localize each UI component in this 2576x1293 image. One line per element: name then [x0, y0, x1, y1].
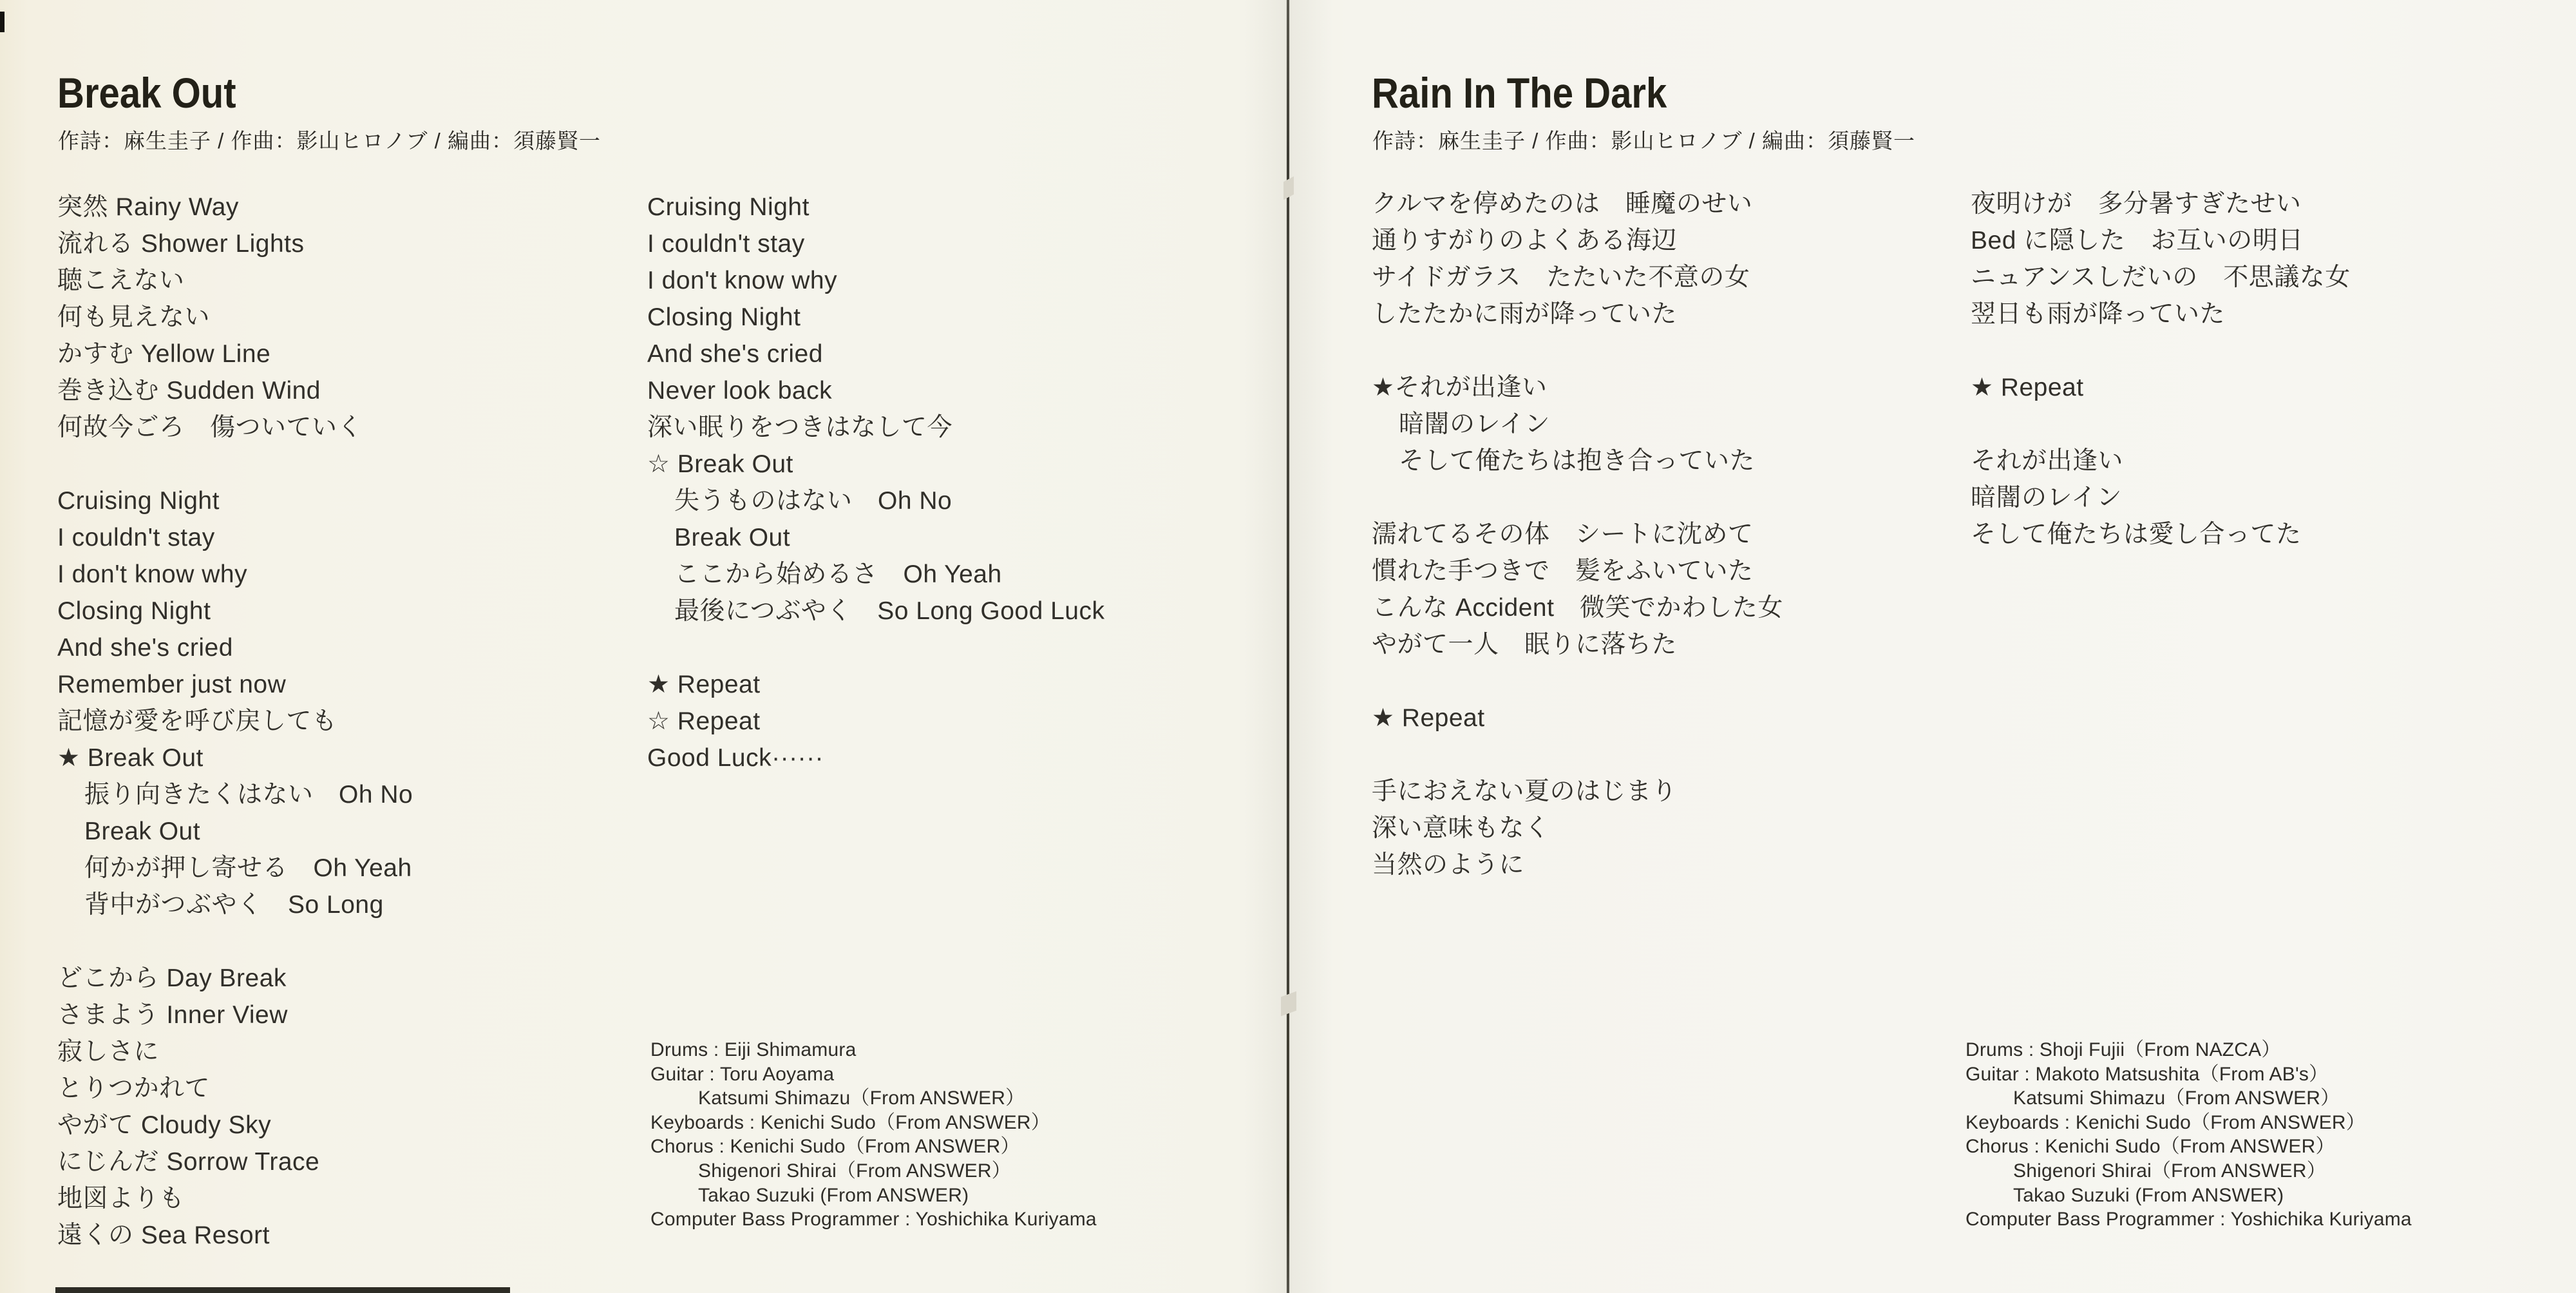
lyric-line: ☆ Repeat: [647, 707, 761, 735]
stanza: [1372, 773, 1783, 883]
lyric-line: ★それが出逢い: [1372, 374, 1548, 401]
lyric-line: やがて一人 眠りに落ちた: [1372, 631, 1678, 658]
lyric-line: Never look back: [647, 377, 833, 405]
lyric-line: Closing Night: [57, 597, 211, 625]
lyrics-column-1: [1372, 186, 1783, 883]
lyric-line: Closing Night: [647, 303, 801, 331]
lyric-line: やがて Cloudy Sky: [57, 1111, 272, 1139]
lyric-line: ★ Repeat: [1372, 704, 1485, 732]
stanza: [647, 189, 1104, 629]
lyric-line: 濡れてるその体 シートに沈めて: [1372, 521, 1754, 548]
lyric-line: 聴こえない: [57, 267, 185, 294]
song-byline: 作詩：麻生圭子 / 作曲：影山ヒロノブ / 編曲：須藤賢一: [1372, 129, 1916, 153]
lyric-line: ニュアンスしだいの 不思議な女: [1971, 263, 2351, 291]
stanza: [1372, 516, 1783, 663]
lyric-line: それが出逢い: [1971, 447, 2124, 475]
lyric-line: どこから Day Break: [57, 964, 287, 992]
stanza: [57, 960, 413, 1254]
lyric-line: クルマを停めたのは 睡魔のせい: [1372, 190, 1753, 218]
lyric-line: 暗闇のレイン: [1399, 410, 1551, 438]
lyric-line: 寂しさに: [57, 1038, 160, 1066]
credit-line: Keyboards : Kenichi Sudo（From ANSWER）: [1965, 1111, 2365, 1133]
lyric-line: そして俺たちは愛し合ってた: [1971, 521, 2302, 548]
stanza: [57, 189, 413, 446]
scan-edge-strip: [55, 1287, 510, 1293]
stanza: [1971, 369, 2351, 406]
credit-line: Computer Bass Programmer : Yoshichika Kuriyama: [650, 1209, 1097, 1231]
lyric-line: 巻き込む Sudden Wind: [57, 377, 321, 405]
credit-line: Guitar : Toru Aoyama: [650, 1063, 835, 1085]
lyric-line: And she's cried: [57, 634, 233, 662]
musicians-credits: [650, 1038, 1097, 1232]
stanza: [57, 483, 413, 923]
lyric-line: 慣れた手つきで 髪をふいていた: [1372, 557, 1754, 585]
song-title-break-out: Break Out: [57, 69, 236, 117]
lyric-line: とりつかれて: [57, 1075, 211, 1102]
lyric-line: 突然 Rainy Way: [57, 193, 239, 221]
credit-line: Drums : Eiji Shimamura: [650, 1039, 857, 1060]
lyric-line: 翌日も雨が降っていた: [1971, 300, 2226, 328]
lyric-line: I couldn't stay: [647, 230, 805, 258]
lyric-line: 何も見えない: [57, 303, 211, 331]
credit-line: Computer Bass Programmer : Yoshichika Kuriyama: [1965, 1209, 2412, 1231]
lyric-line: そして俺たちは抱き合っていた: [1399, 447, 1756, 475]
lyric-line: サイドガラス たたいた不意の女: [1372, 263, 1750, 291]
lyric-line: 流れる Shower Lights: [57, 230, 305, 258]
lyric-line: さまよう Inner View: [57, 1001, 288, 1029]
credit-line: Shigenori Shirai（From ANSWER）: [2013, 1160, 2326, 1182]
lyric-line: こんな Accident 微笑でかわした女: [1372, 594, 1783, 622]
credit-line: Takao Suzuki (From ANSWER): [698, 1184, 969, 1206]
lyrics-column-1: [57, 189, 413, 1254]
lyric-line: 何かが押し寄せる Oh Yeah: [84, 854, 412, 882]
lyric-line: I don't know why: [647, 267, 838, 294]
credit-line: Shigenori Shirai（From ANSWER）: [698, 1160, 1011, 1182]
credit-line: Takao Suzuki (From ANSWER): [2013, 1184, 2284, 1206]
musicians-credits: [1965, 1038, 2412, 1232]
credit-line: Drums : Shoji Fujii（From NAZCA）: [1965, 1039, 2281, 1060]
song-title-rain-in-the-dark: Rain In The Dark: [1372, 69, 1667, 117]
lyric-line: 通りすがりのよくある海辺: [1372, 227, 1678, 254]
lyrics-column-2: [1971, 186, 2351, 553]
stanza: [1372, 369, 1783, 479]
lyric-line: Bed に隠した お互いの明日: [1971, 227, 2304, 254]
credit-line: Guitar : Makoto Matsushita（From AB's）: [1965, 1063, 2329, 1085]
lyric-line: Break Out: [674, 524, 791, 551]
stanza: [1971, 443, 2351, 553]
lyric-line: I don't know why: [57, 560, 248, 588]
lyric-line: 遠くの Sea Resort: [57, 1221, 270, 1249]
lyric-line: ★ Repeat: [1971, 374, 2084, 401]
song-byline: 作詩：麻生圭子 / 作曲：影山ヒロノブ / 編曲：須藤賢一: [58, 129, 601, 153]
stanza: [1372, 700, 1783, 736]
credit-line: Katsumi Shimazu（From ANSWER）: [2013, 1087, 2340, 1109]
lyric-line: ★ Repeat: [647, 671, 761, 698]
lyric-line: Cruising Night: [647, 193, 810, 221]
lyric-line: ☆ Break Out: [647, 450, 793, 478]
lyric-line: 夜明けが 多分暑すぎたせい: [1971, 190, 2302, 218]
stanza: [1372, 186, 1783, 332]
scan-edge-mark: [0, 12, 5, 32]
lyric-line: I couldn't stay: [57, 524, 215, 551]
lyric-line: 深い意味もなく: [1372, 814, 1550, 842]
lyric-line: 地図よりも: [57, 1185, 185, 1212]
lyrics-column-2: [647, 189, 1104, 776]
lyric-line: Good Luck······: [647, 744, 824, 772]
lyric-line: 手におえない夏のはじまり: [1372, 778, 1678, 805]
lyric-line: にじんだ Sorrow Trace: [57, 1148, 320, 1176]
lyric-line: 深い眠りをつきはなして今: [647, 414, 953, 441]
stanza: [647, 666, 1104, 776]
lyric-line: 記憶が愛を呼び戻しても: [57, 707, 337, 735]
lyric-line: 何故今ごろ 傷ついていく: [57, 414, 363, 441]
lyric-line: Break Out: [84, 818, 201, 845]
lyric-line: 背中がつぶやく So Long: [84, 891, 384, 919]
lyric-line: Cruising Night: [57, 487, 220, 515]
lyric-line: ここから始めるさ Oh Yeah: [674, 560, 1002, 588]
lyric-line: 失うものはない Oh No: [674, 487, 952, 515]
lyric-line: ★ Break Out: [57, 744, 204, 772]
credit-line: Chorus : Kenichi Sudo（From ANSWER）: [650, 1136, 1020, 1158]
stanza: [1971, 186, 2351, 332]
lyric-line: 当然のように: [1372, 851, 1525, 879]
lyric-line: したたかに雨が降っていた: [1372, 300, 1678, 328]
lyric-line: 暗闇のレイン: [1971, 484, 2123, 512]
credit-line: Chorus : Kenichi Sudo（From ANSWER）: [1965, 1136, 2335, 1158]
lyric-line: And she's cried: [647, 340, 823, 368]
lyric-line: Remember just now: [57, 671, 287, 698]
lyric-line: かすむ Yellow Line: [57, 340, 271, 368]
credit-line: Katsumi Shimazu（From ANSWER）: [698, 1087, 1025, 1109]
credit-line: Keyboards : Kenichi Sudo（From ANSWER）: [650, 1111, 1050, 1133]
lyric-line: 最後につぶやく So Long Good Luck: [674, 597, 1105, 625]
lyric-line: 振り向きたくはない Oh No: [84, 781, 413, 809]
